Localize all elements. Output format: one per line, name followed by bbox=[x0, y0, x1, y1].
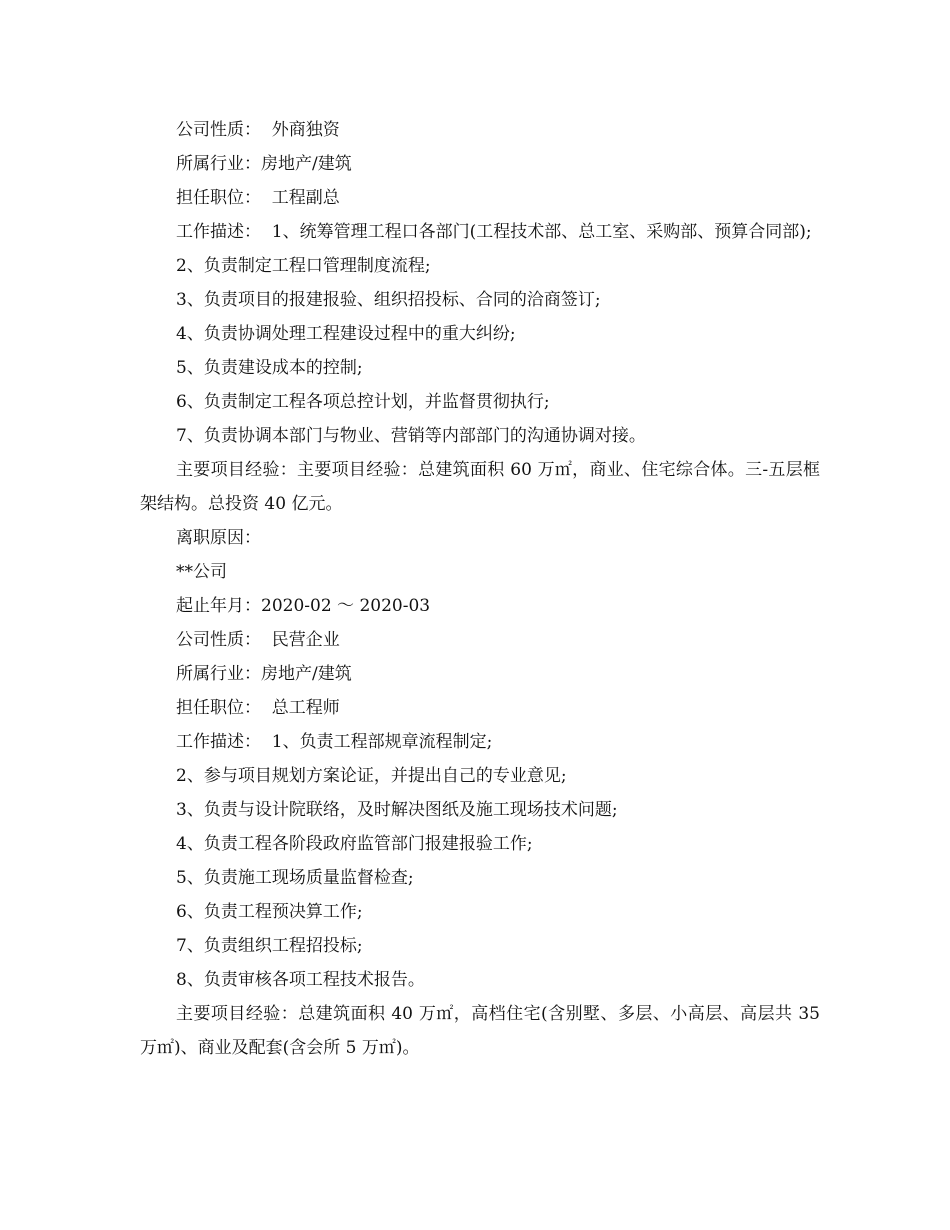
duty-item: 3、负责与设计院联络，及时解决图纸及施工现场技术问题; bbox=[176, 800, 618, 820]
resume-body bbox=[140, 113, 826, 1065]
company-nature-2: 公司性质： 民营企业 bbox=[176, 630, 340, 650]
leave-reason: 离职原因： bbox=[176, 528, 261, 548]
duty-item: 6、负责制定工程各项总控计划，并监督贯彻执行; bbox=[176, 392, 550, 412]
position-2: 担任职位： 总工程师 bbox=[176, 698, 340, 718]
job-description-2: 工作描述： 1、负责工程部规章流程制定; bbox=[176, 732, 493, 752]
company-name: **公司 bbox=[176, 562, 227, 582]
project-experience-1: 主要项目经验：主要项目经验：总建筑面积 60 万㎡，商业、住宅综合体。三-五层框架结构。总投资 40 亿元。 bbox=[140, 460, 820, 514]
duty-item: 3、负责项目的报建报验、组织招投标、合同的洽商签订; bbox=[176, 290, 601, 310]
duty-item: 7、负责组织工程招投标; bbox=[176, 936, 363, 956]
duty-item: 4、负责协调处理工程建设过程中的重大纠纷; bbox=[176, 324, 516, 344]
duty-item: 5、负责建设成本的控制; bbox=[176, 358, 363, 378]
industry-2: 所属行业：房地产/建筑 bbox=[176, 664, 352, 684]
employment-period: 起止年月：2020-02 ～ 2020-03 bbox=[176, 596, 431, 616]
project-experience-2: 主要项目经验：总建筑面积 40 万㎡，高档住宅(含别墅、多层、小高层、高层共 35 万㎡)、商业及配套(含会所 5 万㎡)。 bbox=[140, 1004, 826, 1058]
duty-item: 8、负责审核各项工程技术报告。 bbox=[176, 970, 425, 990]
job-description-1: 工作描述： 1、统筹管理工程口各部门(工程技术部、总工室、采购部、预算合同部); bbox=[176, 222, 812, 242]
position-1: 担任职位： 工程副总 bbox=[176, 188, 340, 208]
duty-item: 7、负责协调本部门与物业、营销等内部部门的沟通协调对接。 bbox=[176, 426, 646, 446]
duty-item: 2、负责制定工程口管理制度流程; bbox=[176, 256, 431, 276]
duty-item: 2、参与项目规划方案论证，并提出自己的专业意见; bbox=[176, 766, 567, 786]
duty-item: 5、负责施工现场质量监督检查; bbox=[176, 868, 414, 888]
industry-1: 所属行业：房地产/建筑 bbox=[176, 154, 352, 174]
duty-item: 6、负责工程预决算工作; bbox=[176, 902, 363, 922]
duty-item: 4、负责工程各阶段政府监管部门报建报验工作; bbox=[176, 834, 533, 854]
company-nature-1: 公司性质： 外商独资 bbox=[176, 120, 340, 140]
